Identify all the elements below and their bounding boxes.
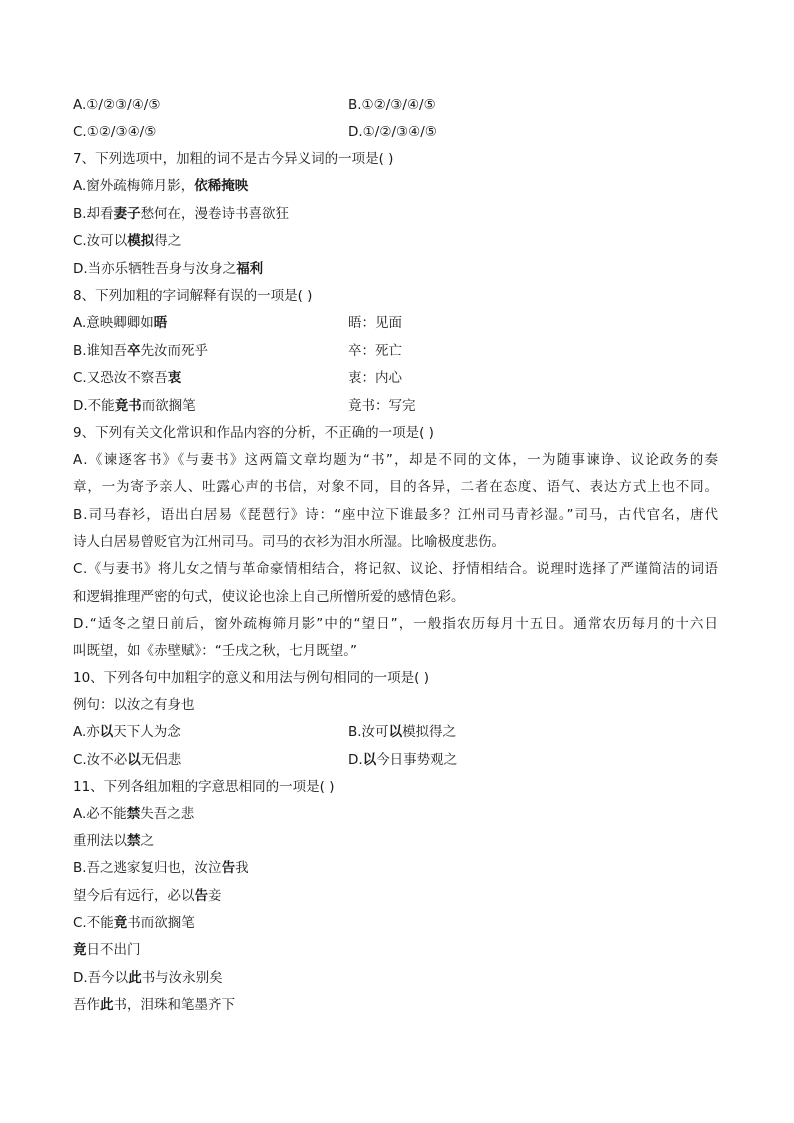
q10-stem: 10、下列各句中加粗字的意义和用法与例句相同的一项是( ): [73, 670, 430, 686]
q9-option-d-line1: D.“适冬之望日前后，窗外疏梅筛月影”中的“望日”，一般指农历每月十五日。通常农历每月的十六日: [73, 616, 720, 632]
q7-option-b: B.却看妻子愁何在，漫卷诗书喜欲狂: [73, 206, 290, 222]
q9-option-b-line1: B.司马春衫，语出白居易《琵琶行》诗：“座中泣下谁最多？江州司马青衫湿。”司马，古代官名，唐代: [73, 507, 719, 523]
q8-option-b-explanation: 卒：死亡: [348, 343, 402, 359]
q11-option-c-sentence1: C.不能竟书而欲搁笔: [73, 915, 195, 931]
q9-option-c-line2: 和逻辑推理严密的句式，使议论也涂上自己所憎所爱的感情色彩。: [73, 589, 465, 605]
q10-example: 例句：以汝之有身也: [73, 697, 195, 713]
q8-option-c-explanation: 衷：内心: [348, 370, 402, 386]
q7-stem: 7、下列选项中，加粗的词不是古今异义词的一项是( ): [73, 151, 394, 167]
q6-option-b: B.①②/③/④/⑤: [348, 97, 436, 113]
q11-option-d-sentence2: 吾作此书，泪珠和笔墨齐下: [73, 997, 235, 1013]
q7-option-a: A.窗外疏梅筛月影，依稀掩映: [73, 178, 249, 194]
q10-option-a: A.亦以天下人为念: [73, 724, 181, 740]
q8-stem: 8、下列加粗的字词解释有误的一项是( ): [73, 288, 313, 304]
q11-option-b-sentence1: B.吾之逃家复归也，汝泣告我: [73, 860, 249, 876]
q8-option-b: B.谁知吾卒先汝而死乎: [73, 343, 209, 359]
q11-stem: 11、下列各组加粗的字意思相同的一项是( ): [73, 779, 335, 795]
q6-option-a: A.①/②③/④/⑤: [73, 97, 161, 113]
q6-option-d: D.①/②/③④/⑤: [348, 124, 437, 140]
q8-option-c: C.又恐汝不察吾衷: [73, 370, 182, 386]
q11-option-d-sentence1: D.吾今以此书与汝永别矣: [73, 970, 223, 986]
q10-option-b: B.汝可以模拟得之: [348, 724, 457, 740]
q8-option-d: D.不能竟书而欲搁笔: [73, 398, 196, 414]
q9-option-d-line2: 叫既望，如《赤壁赋》：“壬戌之秋，七月既望。”: [73, 643, 357, 659]
q10-option-c: C.汝不必以无侣悲: [73, 752, 182, 768]
q11-option-a-sentence2: 重刑法以禁之: [73, 833, 154, 849]
q9-option-a-line2: 章，一为寄予亲人、吐露心声的书信，对象不同，目的各异，二者在态度、语气、表达方式上也不同。: [73, 479, 719, 495]
q7-option-c: C.汝可以模拟得之: [73, 233, 182, 249]
q9-stem: 9、下列有关文化常识和作品内容的分析，不正确的一项是( ): [73, 425, 434, 441]
q8-option-a-explanation: 晤：见面: [348, 315, 402, 331]
q11-option-a-sentence1: A.必不能禁失吾之悲: [73, 806, 195, 822]
q8-option-a: A.意映卿卿如晤: [73, 315, 168, 331]
q11-option-b-sentence2: 望今后有远行，必以告妾: [73, 888, 222, 904]
q9-option-a-line1: A.《谏逐客书》《与妻书》这两篇文章均题为“书”，却是不同的文体，一为随事谏诤、议论政务的奏: [73, 452, 720, 468]
q9-option-c-line1: C.《与妻书》将儿女之情与革命豪情相结合，将记叙、议论、抒情相结合。说理时选择了严谨简洁的词语: [73, 561, 719, 577]
q8-option-d-explanation: 竟书：写完: [348, 398, 416, 414]
q11-option-c-sentence2: 竟日不出门: [73, 942, 141, 958]
q6-option-c: C.①②/③④/⑤: [73, 124, 157, 140]
q9-option-b-line2: 诗人白居易曾贬官为江州司马。司马的衣衫为泪水所湿。比喻极度悲伤。: [73, 534, 505, 550]
q10-option-d: D.以今日事势观之: [348, 752, 458, 768]
q7-option-d: D.当亦乐牺牲吾身与汝身之福利: [73, 261, 264, 277]
